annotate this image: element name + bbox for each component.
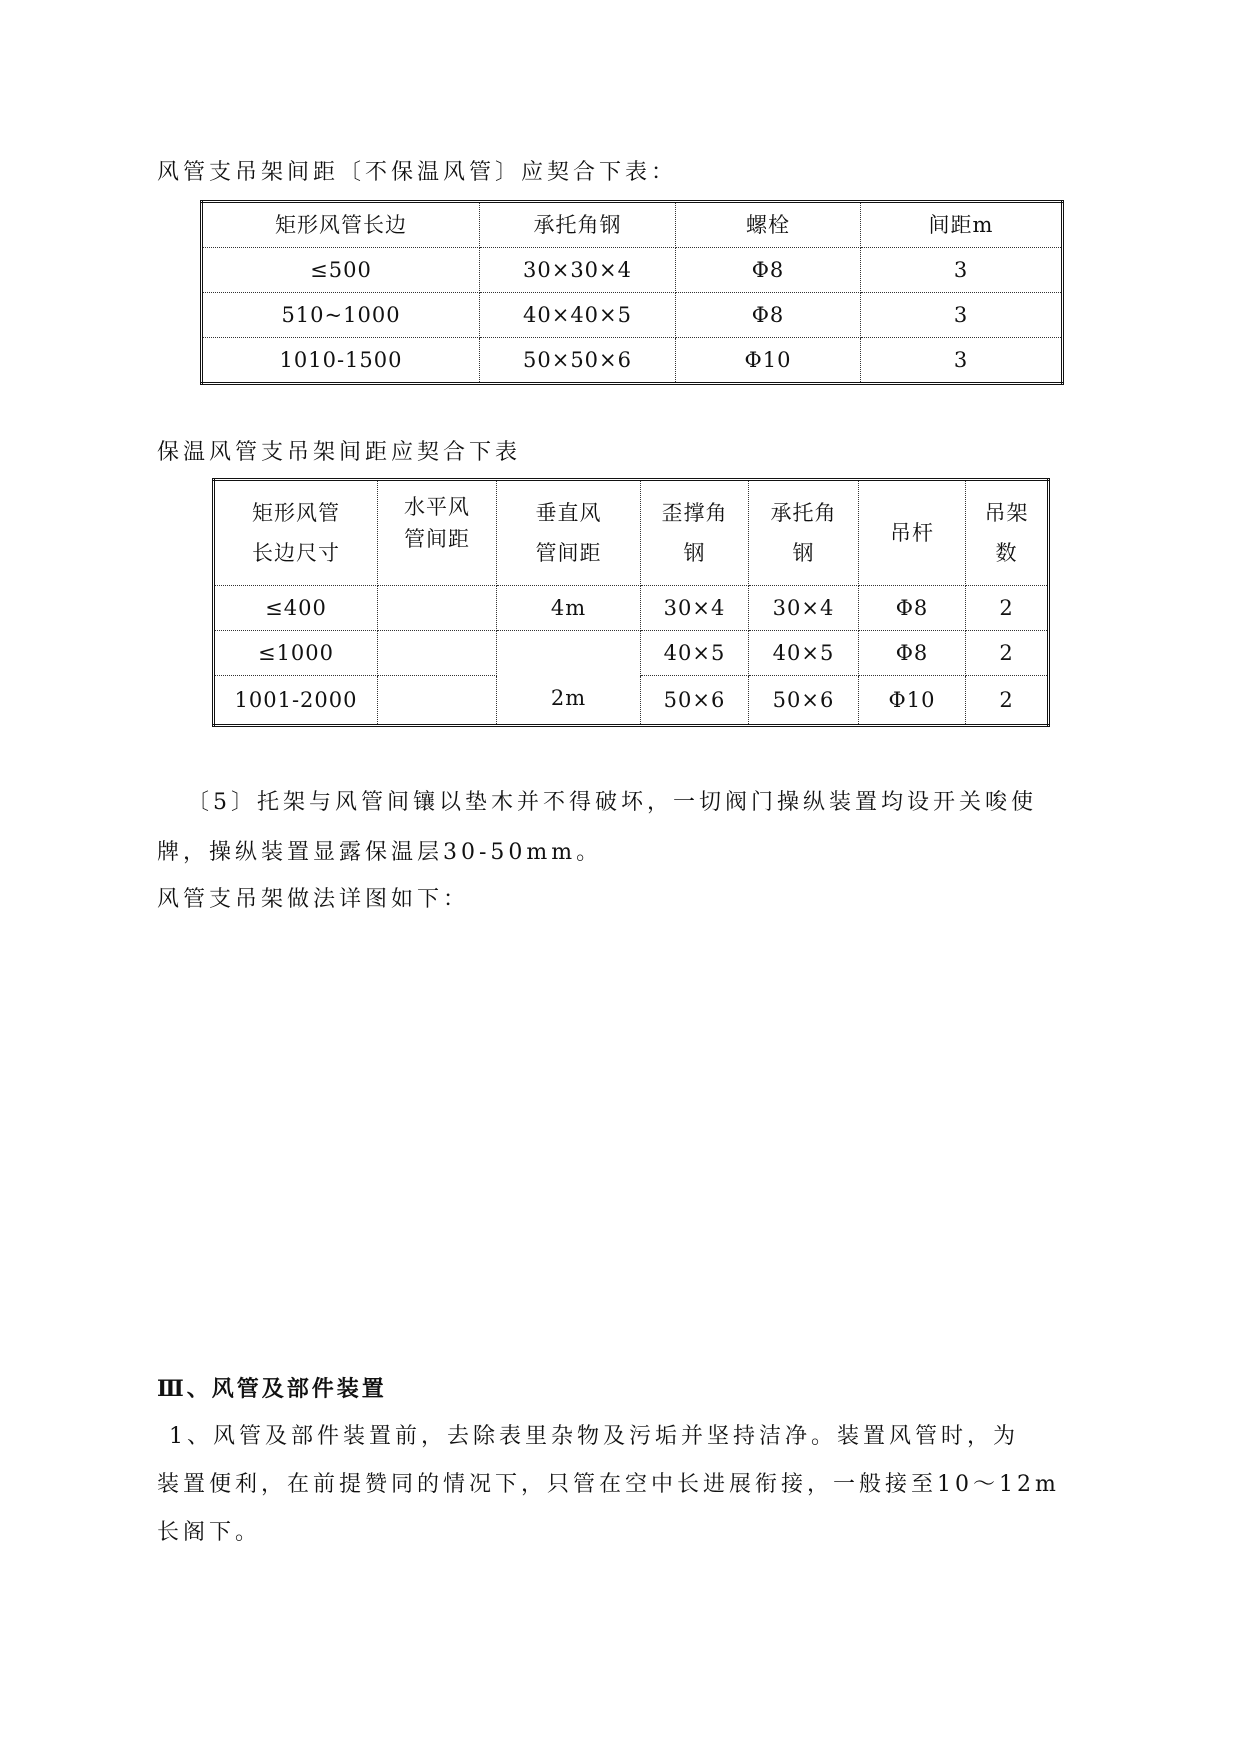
table-header-cell: 吊杆 — [859, 480, 966, 586]
detail-drawing-caption: 风管支吊架做法详图如下： — [157, 887, 470, 912]
table-header-cell — [641, 480, 749, 586]
table-header-text: 数 — [995, 541, 1018, 565]
paragraph-5-line-2: 牌，操纵装置显露保温层30-50mm。 — [157, 840, 603, 865]
table-header-text: 长边尺寸 — [252, 541, 340, 565]
table-cell: 40×5 — [641, 631, 749, 676]
table-header-text: 管间距 — [535, 541, 602, 565]
table-cell: 2m — [497, 676, 641, 726]
paragraph-5-line-1: 〔5〕托架与风管间镶以垫木并不得破坏，一切阀门操纵装置均设开关唆使 — [187, 790, 1037, 815]
table-cell: Φ10 — [676, 338, 861, 384]
table-cell — [378, 676, 497, 726]
table-cell — [378, 631, 497, 676]
table-cell: ≤400 — [214, 586, 378, 631]
table-cell: 3 — [861, 293, 1063, 338]
table-cell — [378, 586, 497, 631]
table-header-row — [214, 480, 1049, 586]
table-cell: 2 — [966, 631, 1049, 676]
table-header-cell — [966, 480, 1049, 586]
unheated-duct-support-table — [200, 200, 1064, 385]
table-cell: 30×30×4 — [480, 248, 676, 293]
section-line-2: 装置便利，在前提赞同的情况下，只管在空中长进展衔接，一般接至10～12m — [157, 1472, 1060, 1497]
table-cell: 1010-1500 — [202, 338, 480, 384]
table-header-cell — [497, 480, 641, 586]
table-header-text: 承托角 — [770, 501, 837, 525]
table-header-text: 垂直风 — [535, 501, 602, 525]
table-header-text: 水平风 — [404, 495, 470, 519]
table-header-cell: 矩形风管长边 — [202, 202, 480, 248]
table-cell: Φ8 — [676, 293, 861, 338]
table-cell: 4m — [497, 586, 641, 631]
table-cell — [497, 631, 641, 676]
table-row — [202, 293, 1063, 338]
section-heading: Ⅲ、风管及部件装置 — [157, 1376, 387, 1402]
table-cell: 1001-2000 — [214, 676, 378, 726]
table-cell: 30×4 — [641, 586, 749, 631]
table-row — [202, 248, 1063, 293]
table-header-text: 管间距 — [404, 527, 470, 551]
table-header-cell — [749, 480, 859, 586]
table-cell: ≤1000 — [214, 631, 378, 676]
table-cell: 40×5 — [749, 631, 859, 676]
table-cell: 3 — [953, 348, 969, 372]
table-header-cell: 螺栓 — [676, 202, 861, 248]
table-header-text: 歪撑角 — [661, 501, 728, 525]
table-cell: Φ8 — [676, 248, 861, 293]
table-cell: 40×40×5 — [480, 293, 676, 338]
table-row — [214, 631, 1049, 676]
table-cell: 50×6 — [641, 676, 749, 726]
table-cell: Φ8 — [859, 631, 966, 676]
table-row — [214, 586, 1049, 631]
table-header-text: 钢 — [792, 541, 815, 565]
table-header-cell: 间距m — [861, 202, 1063, 248]
table-header-text: 吊架 — [984, 501, 1029, 525]
table-header-cell — [378, 480, 497, 586]
table-cell: 50×50×6 — [480, 338, 676, 384]
table-cell: Φ10 — [859, 676, 966, 726]
table-header-cell — [214, 480, 378, 586]
table-row — [214, 676, 1049, 726]
table-cell: 510~1000 — [202, 293, 480, 338]
table-header-row — [202, 202, 1063, 248]
insulated-duct-support-table — [212, 478, 1050, 727]
table-cell: 3 — [861, 248, 1063, 293]
section-line-3: 长阁下。 — [157, 1520, 262, 1545]
table-row — [202, 338, 1063, 384]
table2-caption: 保温风管支吊架间距应契合下表 — [157, 440, 522, 465]
table-cell: Φ8 — [859, 586, 966, 631]
table-header-cell: 承托角钢 — [480, 202, 676, 248]
intro-text: 风管支吊架间距〔不保温风管〕应契合下表： — [157, 160, 678, 185]
table-cell: 2 — [966, 586, 1049, 631]
table-cell: 30×4 — [749, 586, 859, 631]
table-cell: 2 — [999, 687, 1014, 712]
table-header-text: 钢 — [683, 541, 706, 565]
table-cell: 50×6 — [749, 676, 859, 726]
section-line-1: 1、风管及部件装置前，去除表里杂物及污垢并坚持洁净。装置风管时，为 — [169, 1424, 1019, 1449]
table-cell: ≤500 — [202, 248, 480, 293]
table-header-text: 矩形风管 — [252, 501, 340, 525]
